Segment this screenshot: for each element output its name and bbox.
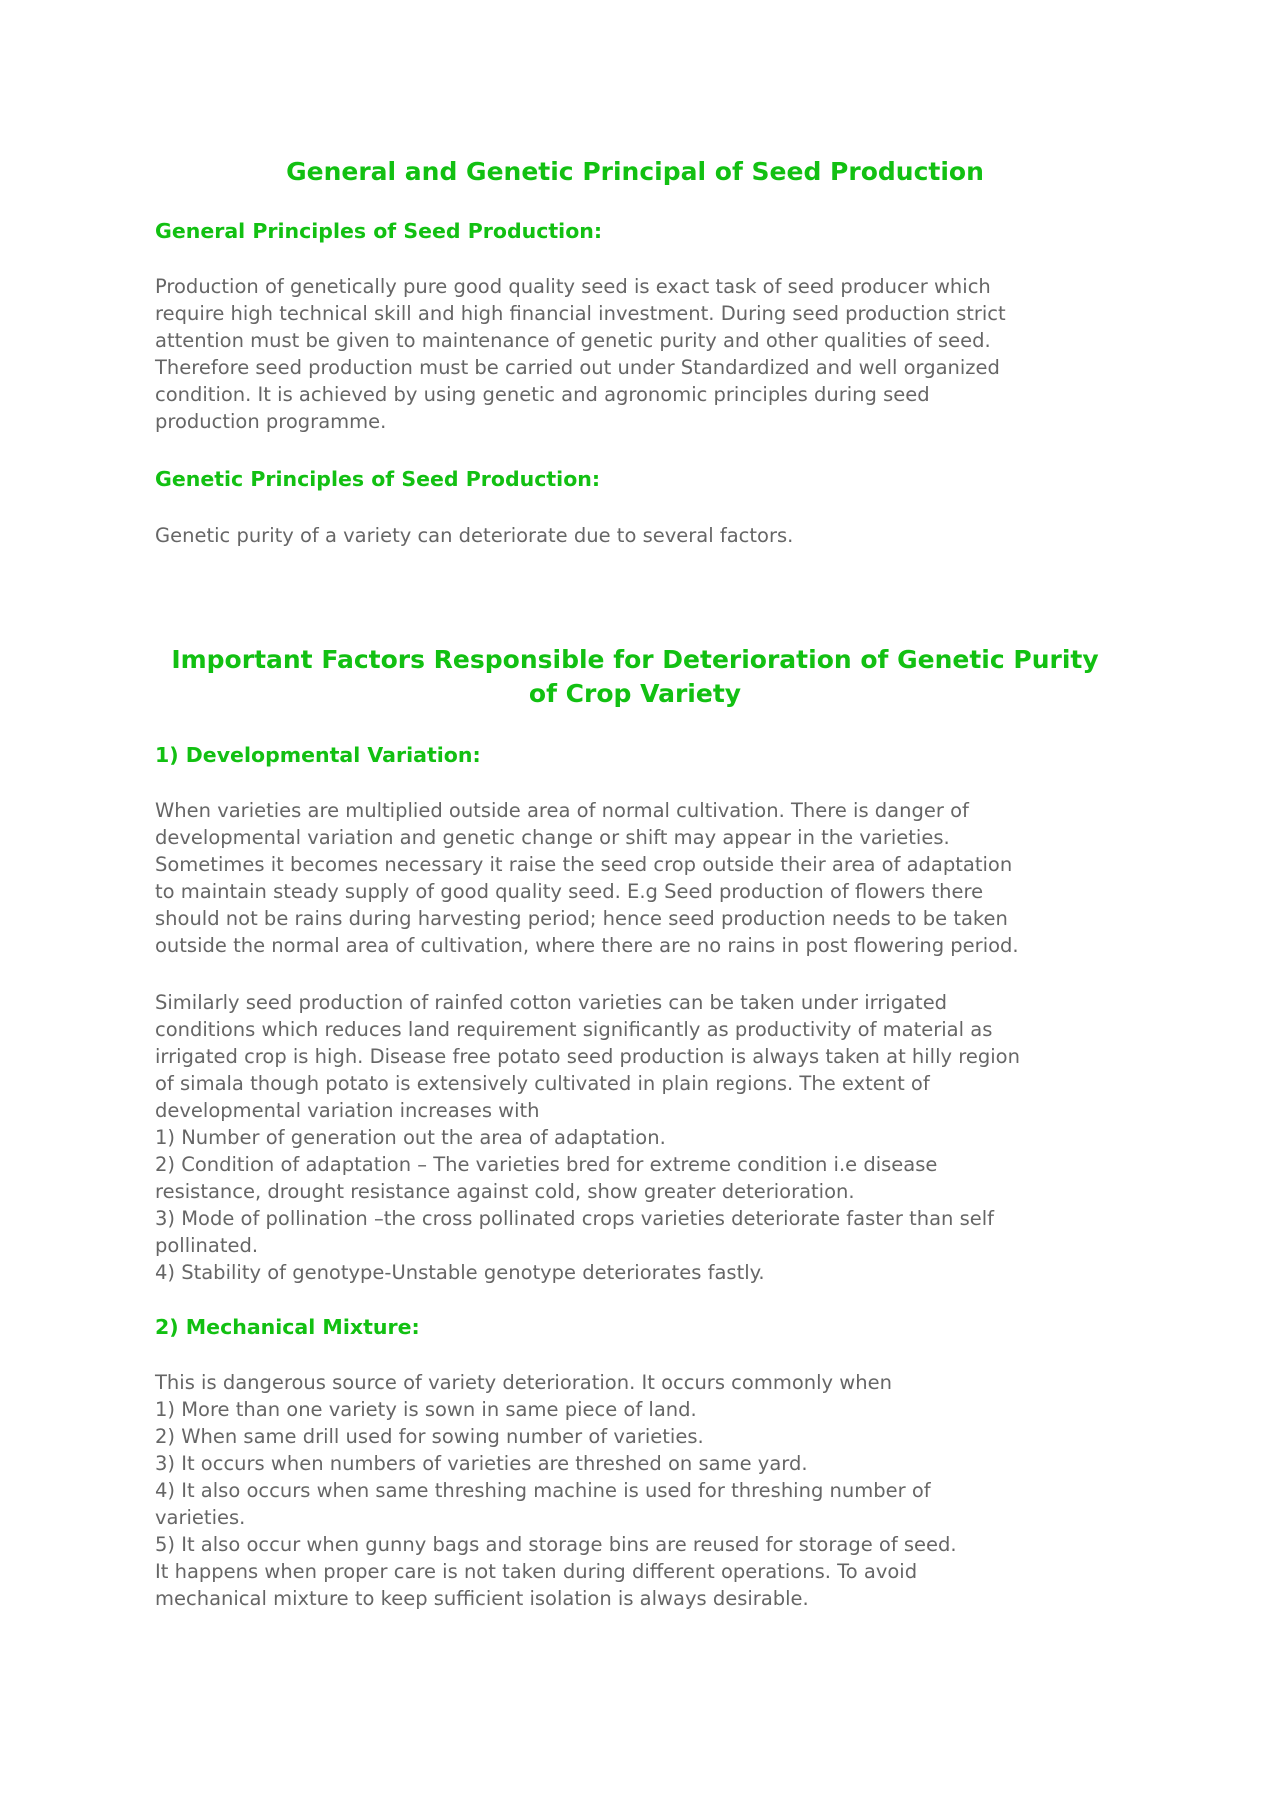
text-line: developmental variation and genetic change or shift may appear in the varieties.: [155, 826, 950, 849]
text-line: attention must be given to maintenance of genetic purity and other qualities of seed.: [155, 329, 991, 352]
section-heading-genetic-principles: Genetic Principles of Seed Production:: [155, 467, 601, 491]
text-line: irrigated crop is high. Disease free potato seed production is always taken at hilly region: [155, 1045, 1020, 1068]
text-line: pollinated.: [155, 1234, 259, 1257]
text-line: Similarly seed production of rainfed cotton varieties can be taken under irrigated: [155, 991, 948, 1014]
text-line: to maintain steady supply of good quality seed. E.g Seed production of flowers there: [155, 880, 984, 903]
genetic-principles-paragraph: [155, 522, 1115, 549]
list-item: 1) Number of generation out the area of adaptation.: [155, 1126, 666, 1149]
list-item: 4) Stability of genotype-Unstable genotype deteriorates fastly.: [155, 1261, 765, 1284]
text-line: This is dangerous source of variety deterioration. It occurs commonly when: [155, 1371, 892, 1394]
text-line: Therefore seed production must be carried out under Standardized and well organized: [155, 356, 1000, 379]
text-line: production programme.: [155, 410, 387, 433]
list-item: 2) When same drill used for sowing number of varieties.: [155, 1425, 704, 1448]
text-line: Production of genetically pure good quality seed is exact task of seed producer which: [155, 275, 991, 298]
text-line: mechanical mixture to keep sufficient isolation is always desirable.: [155, 1587, 809, 1610]
text-line: of simala though potato is extensively cultivated in plain regions. The extent of: [155, 1072, 930, 1095]
text-line: It happens when proper care is not taken during different operations. To avoid: [155, 1560, 918, 1583]
text-line: Sometimes it becomes necessary it raise the seed crop outside their area of adaptation: [155, 853, 1013, 876]
list-item: 3) It occurs when numbers of varieties are threshed on same yard.: [155, 1452, 808, 1475]
list-item: 3) Mode of pollination –the cross pollinated crops varieties deteriorate faster than self: [155, 1207, 995, 1230]
factors-title-line-1: Important Factors Responsible for Deterioration of Genetic Purity: [171, 645, 1099, 674]
text-line: conditions which reduces land requirement significantly as productivity of material as: [155, 1018, 993, 1041]
list-item: 1) More than one variety is sown in same piece of land.: [155, 1398, 697, 1421]
section-heading-developmental-variation: 1) Developmental Variation:: [155, 743, 481, 767]
text-line: require high technical skill and high financial investment. During seed production strict: [155, 302, 1006, 325]
section-heading-mechanical-mixture: 2) Mechanical Mixture:: [155, 1315, 420, 1339]
developmental-variation-paragraph-2: [155, 989, 1115, 1286]
text-line: varieties.: [155, 1506, 246, 1529]
text-line: Genetic purity of a variety can deteriorate due to several factors.: [155, 524, 794, 547]
developmental-variation-paragraph-1: [155, 797, 1115, 959]
factors-title: [155, 643, 1115, 711]
list-item: 4) It also occurs when same threshing machine is used for threshing number of: [155, 1479, 931, 1502]
text-line: should not be rains during harvesting period; hence seed production needs to be taken: [155, 907, 1008, 930]
text-line: resistance, drought resistance against cold, show greater deterioration.: [155, 1180, 855, 1203]
text-line: condition. It is achieved by using genetic and agronomic principles during seed: [155, 383, 930, 406]
text-line: outside the normal area of cultivation, where there are no rains in post flowering period.: [155, 934, 1019, 957]
mechanical-mixture-paragraph: [155, 1369, 1115, 1612]
page-title: General and Genetic Principal of Seed Production: [286, 157, 984, 186]
list-item: 2) Condition of adaptation – The varieties bred for extreme condition i.e disease: [155, 1153, 938, 1176]
text-line: developmental variation increases with: [155, 1099, 540, 1122]
list-item: 5) It also occur when gunny bags and storage bins are reused for storage of seed.: [155, 1533, 957, 1556]
factors-title-line-2: of Crop Variety: [528, 679, 742, 708]
text-line: When varieties are multiplied outside area of normal cultivation. There is danger of: [155, 799, 969, 822]
general-principles-paragraph: [155, 273, 1115, 435]
section-heading-general-principles: General Principles of Seed Production:: [155, 219, 603, 243]
